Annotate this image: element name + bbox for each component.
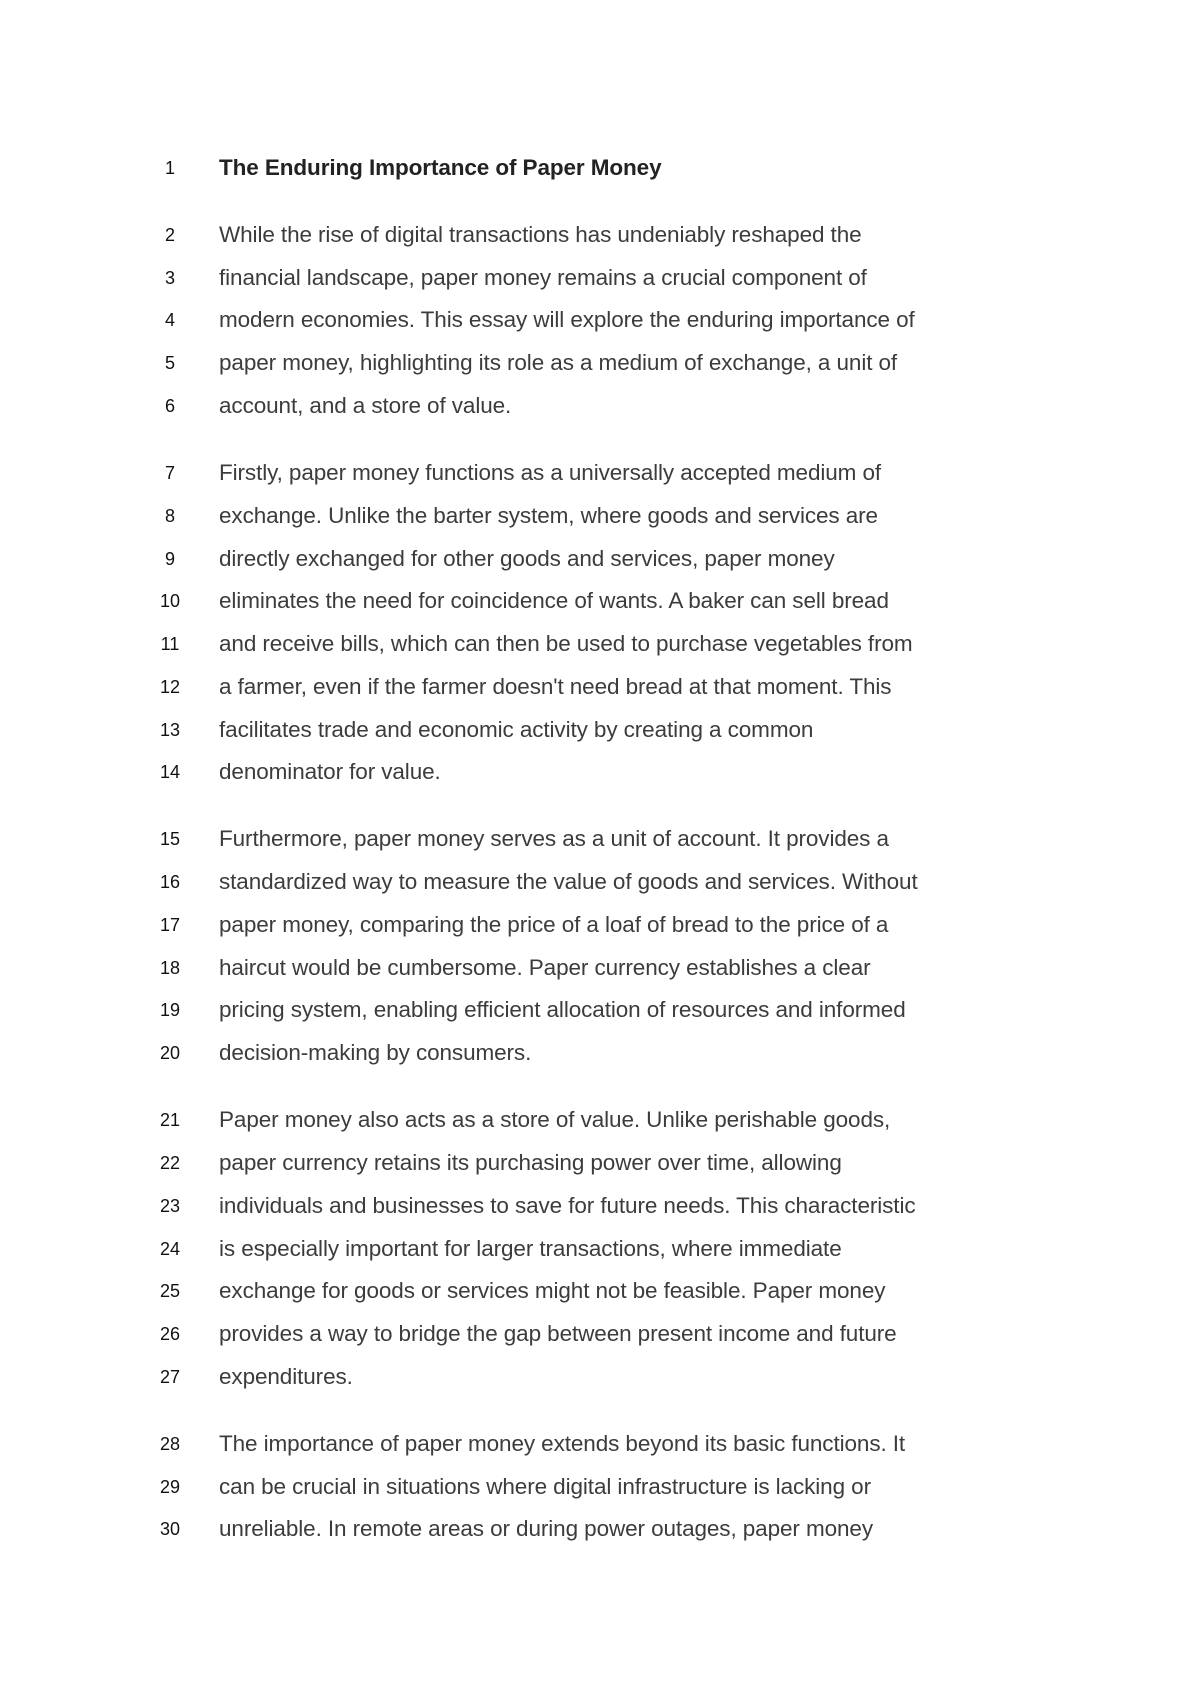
line-number: 23 — [159, 1196, 181, 1216]
line-number: 18 — [159, 958, 181, 978]
line-text: Furthermore, paper money serves as a unit of account. It provides a — [219, 826, 889, 851]
line-number: 29 — [159, 1477, 181, 1497]
line-text: exchange. Unlike the barter system, where goods and services are — [219, 503, 878, 528]
line-text: The importance of paper money extends beyond its basic functions. It — [219, 1431, 906, 1456]
line-number: 19 — [159, 1000, 181, 1020]
line-number: 27 — [159, 1367, 181, 1387]
line-text: can be crucial in situations where digital infrastructure is lacking or — [219, 1474, 871, 1499]
text-line — [0, 908, 1200, 942]
text-line — [0, 1512, 1200, 1546]
text-line — [0, 822, 1200, 856]
line-text: directly exchanged for other goods and services, paper money — [219, 546, 835, 571]
line-text: financial landscape, paper money remains a crucial component of — [219, 265, 867, 290]
line-number: 16 — [159, 872, 181, 892]
text-line — [0, 1427, 1200, 1461]
line-text: decision-making by consumers. — [219, 1040, 532, 1065]
line-number: 13 — [159, 720, 181, 740]
line-text: expenditures. — [219, 1364, 353, 1389]
line-text: a farmer, even if the farmer doesn't need bread at that moment. This — [219, 674, 892, 699]
text-line — [0, 1189, 1200, 1223]
text-line — [0, 1360, 1200, 1394]
text-line — [0, 456, 1200, 490]
line-text: denominator for value. — [219, 759, 441, 784]
line-text: While the rise of digital transactions has undeniably reshaped the — [219, 222, 862, 247]
line-number: 12 — [159, 677, 181, 697]
line-text: Firstly, paper money functions as a universally accepted medium of — [219, 460, 882, 485]
line-text: pricing system, enabling efficient allocation of resources and informed — [219, 997, 906, 1022]
line-text: individuals and businesses to save for future needs. This characteristic — [219, 1193, 916, 1218]
line-number: 22 — [159, 1153, 181, 1173]
text-line — [0, 755, 1200, 789]
line-number: 11 — [160, 634, 180, 654]
line-number: 6 — [164, 396, 175, 416]
text-line — [0, 1036, 1200, 1070]
line-number: 25 — [159, 1281, 181, 1301]
text-line — [0, 1274, 1200, 1308]
line-number: 2 — [164, 225, 175, 245]
text-line — [0, 1470, 1200, 1504]
text-line — [0, 713, 1200, 747]
text-line — [0, 627, 1200, 661]
text-line — [0, 261, 1200, 295]
line-text: eliminates the need for coincidence of wants. A baker can sell bread — [219, 588, 889, 613]
document-title: The Enduring Importance of Paper Money — [219, 155, 662, 180]
line-number: 24 — [159, 1239, 181, 1259]
line-number: 20 — [159, 1043, 181, 1063]
line-number: 7 — [164, 463, 175, 483]
text-line — [0, 993, 1200, 1027]
text-line — [0, 346, 1200, 380]
line-text: facilitates trade and economic activity by creating a common — [219, 717, 814, 742]
line-number: 30 — [159, 1519, 181, 1539]
text-line — [0, 218, 1200, 252]
text-line — [0, 303, 1200, 337]
text-line — [0, 1317, 1200, 1351]
line-text: haircut would be cumbersome. Paper currency establishes a clear — [219, 955, 871, 980]
text-line — [0, 584, 1200, 618]
text-line — [0, 1146, 1200, 1180]
line-text: paper money, comparing the price of a loaf of bread to the price of a — [219, 912, 889, 937]
text-line — [0, 865, 1200, 899]
line-text: paper currency retains its purchasing power over time, allowing — [219, 1150, 842, 1175]
line-text: and receive bills, which can then be used to purchase vegetables from — [219, 631, 913, 656]
line-number: 21 — [159, 1110, 181, 1130]
text-line — [0, 670, 1200, 704]
line-text: Paper money also acts as a store of value. Unlike perishable goods, — [219, 1107, 891, 1132]
line-number: 26 — [159, 1324, 181, 1344]
text-line — [0, 542, 1200, 576]
line-number: 15 — [159, 829, 181, 849]
text-line — [0, 951, 1200, 985]
line-number: 4 — [164, 310, 175, 330]
line-number: 5 — [164, 353, 175, 373]
text-line — [0, 389, 1200, 423]
line-number: 14 — [159, 762, 181, 782]
line-text: provides a way to bridge the gap between present income and future — [219, 1321, 897, 1346]
text-line — [0, 1103, 1200, 1137]
line-number: 17 — [159, 915, 181, 935]
line-text: standardized way to measure the value of goods and services. Without — [219, 869, 918, 894]
text-line — [0, 499, 1200, 533]
text-line — [0, 1232, 1200, 1266]
line-text: unreliable. In remote areas or during power outages, paper money — [219, 1516, 873, 1541]
line-number: 9 — [164, 549, 175, 569]
line-text: is especially important for larger transactions, where immediate — [219, 1236, 842, 1261]
line-number: 1 — [164, 158, 175, 178]
line-text: account, and a store of value. — [219, 393, 512, 418]
line-number: 10 — [159, 591, 181, 611]
line-number: 8 — [164, 506, 175, 526]
line-text: modern economies. This essay will explore the enduring importance of — [219, 307, 915, 332]
line-number: 28 — [159, 1434, 181, 1454]
line-number: 3 — [164, 268, 175, 288]
title-line — [0, 151, 1200, 185]
line-text: exchange for goods or services might not be feasible. Paper money — [219, 1278, 886, 1303]
line-text: paper money, highlighting its role as a medium of exchange, a unit of — [219, 350, 898, 375]
